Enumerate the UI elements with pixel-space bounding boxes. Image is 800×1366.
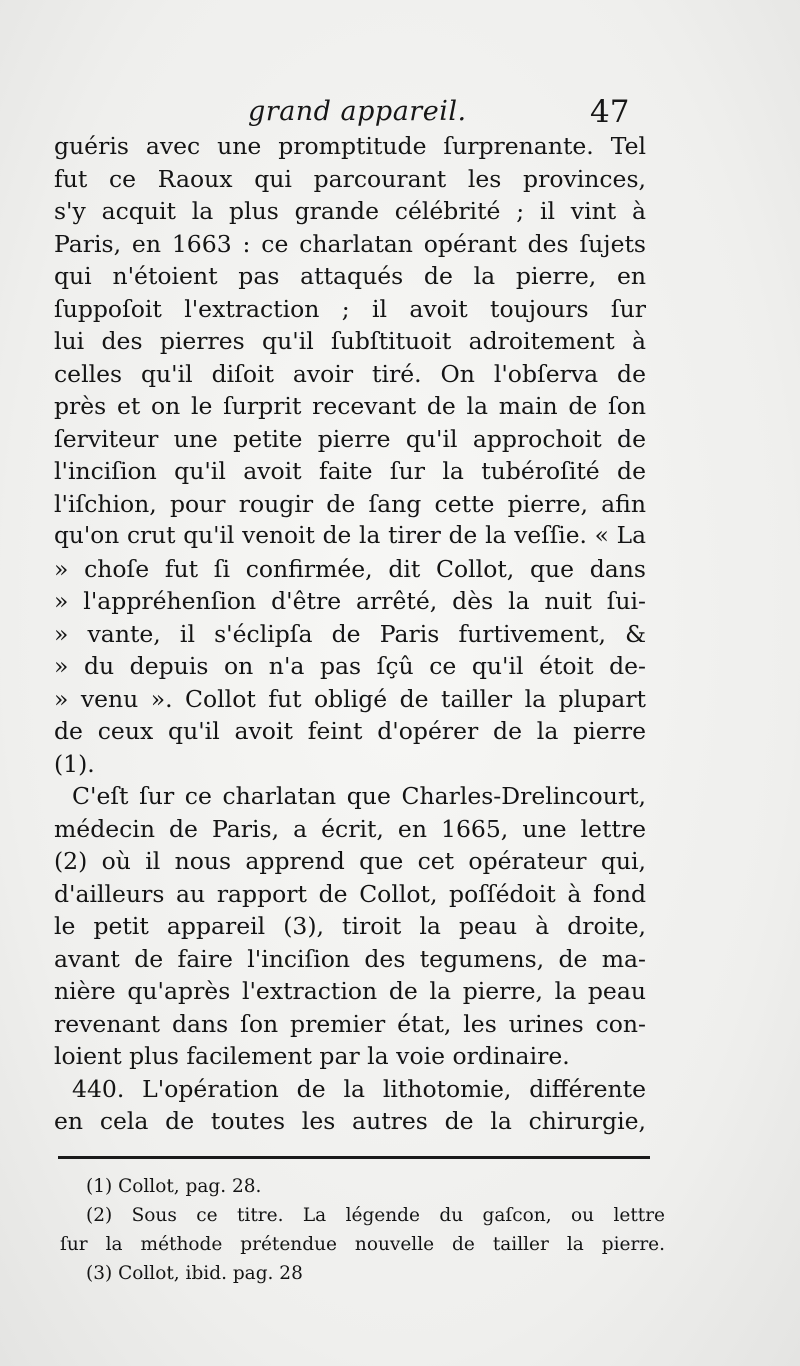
text-line: guéris avec une promptitude ſurprenante. Tel	[54, 132, 646, 160]
text-line: » du depuis on n'a pas ſçû ce qu'il étoit de-	[54, 652, 646, 680]
text-line: lui des pierres qu'il ſubſtituoit adroitement à	[54, 327, 646, 355]
text-line: l'inciſion qu'il avoit faite ſur la tubéroſité de	[54, 457, 646, 485]
text-line: loient plus facilement par la voie ordinaire.	[54, 1042, 570, 1070]
footnote: (1) Collot, pag. 28.	[86, 1176, 262, 1197]
footnote-rule	[58, 1156, 650, 1159]
page-number: 47	[590, 94, 630, 130]
text-line: revenant dans ſon premier état, les urines con-	[54, 1009, 646, 1038]
text-line: Paris, en 1663 : ce charlatan opérant des ſujets	[54, 229, 646, 258]
footnote: (2) Sous ce titre. La légende du gaſcon, ou lettre	[86, 1205, 665, 1226]
text-line: nière qu'après l'extraction de la pierre, la peau	[54, 977, 646, 1005]
text-line: » venu ». Collot fut obligé de tailler la plupart	[54, 684, 646, 713]
text-line: » vante, il s'éclipſa de Paris furtivement, &	[54, 619, 646, 648]
text-line: d'ailleurs au rapport de Collot, poſſédoit à fond	[54, 879, 646, 908]
text-line: (1).	[54, 749, 95, 778]
text-line: 440. L'opération de la lithotomie, différente	[72, 1074, 646, 1103]
footnote: ſur la méthode prétendue nouvelle de tailler la pierre.	[60, 1234, 665, 1255]
text-line: ſerviteur une petite pierre qu'il approchoit de	[54, 424, 646, 453]
text-line: avant de faire l'inciſion des tegumens, de ma-	[54, 944, 646, 973]
text-line: celles qu'il diſoit avoir tiré. On l'obſerva de	[54, 359, 646, 388]
text-line: en cela de toutes les autres de la chirurgie,	[54, 1107, 646, 1135]
text-line: médecin de Paris, a écrit, en 1665, une lettre	[54, 814, 646, 843]
text-line: » choſe fut ſi confirmée, dit Collot, que dans	[54, 554, 646, 583]
text-line: s'y acquit la plus grande célébrité ; il vint à	[54, 197, 646, 225]
text-line: qui n'étoient pas attaqués de la pierre, en	[54, 262, 646, 290]
text-line: l'iſchion, pour rougir de ſang cette pierre, afin	[54, 489, 646, 518]
text-line: (2) où il nous apprend que cet opérateur qui,	[54, 847, 646, 875]
footnote: (3) Collot, ibid. pag. 28	[86, 1263, 303, 1284]
text-line: » l'appréhenſion d'être arrêté, dès la nuit ſui-	[54, 587, 646, 615]
text-line: fut ce Raoux qui parcourant les provinces,	[54, 164, 646, 193]
text-line: C'eſt ſur ce charlatan que Charles-Drelincourt,	[72, 782, 646, 810]
text-line: de ceux qu'il avoit feint d'opérer de la pierre	[54, 717, 646, 745]
text-line: le petit appareil (3), tiroit la peau à droite,	[54, 912, 646, 940]
text-line: qu'on crut qu'il venoit de la tirer de la veſſie. « La	[54, 522, 646, 549]
body-text	[54, 130, 646, 1138]
running-head: grand appareil.	[248, 96, 467, 127]
footnotes	[60, 1172, 665, 1288]
text-line: ſuppoſoit l'extraction ; il avoit toujours ſur	[54, 294, 646, 323]
text-line: près et on le ſurprit recevant de la main de ſon	[54, 392, 646, 420]
